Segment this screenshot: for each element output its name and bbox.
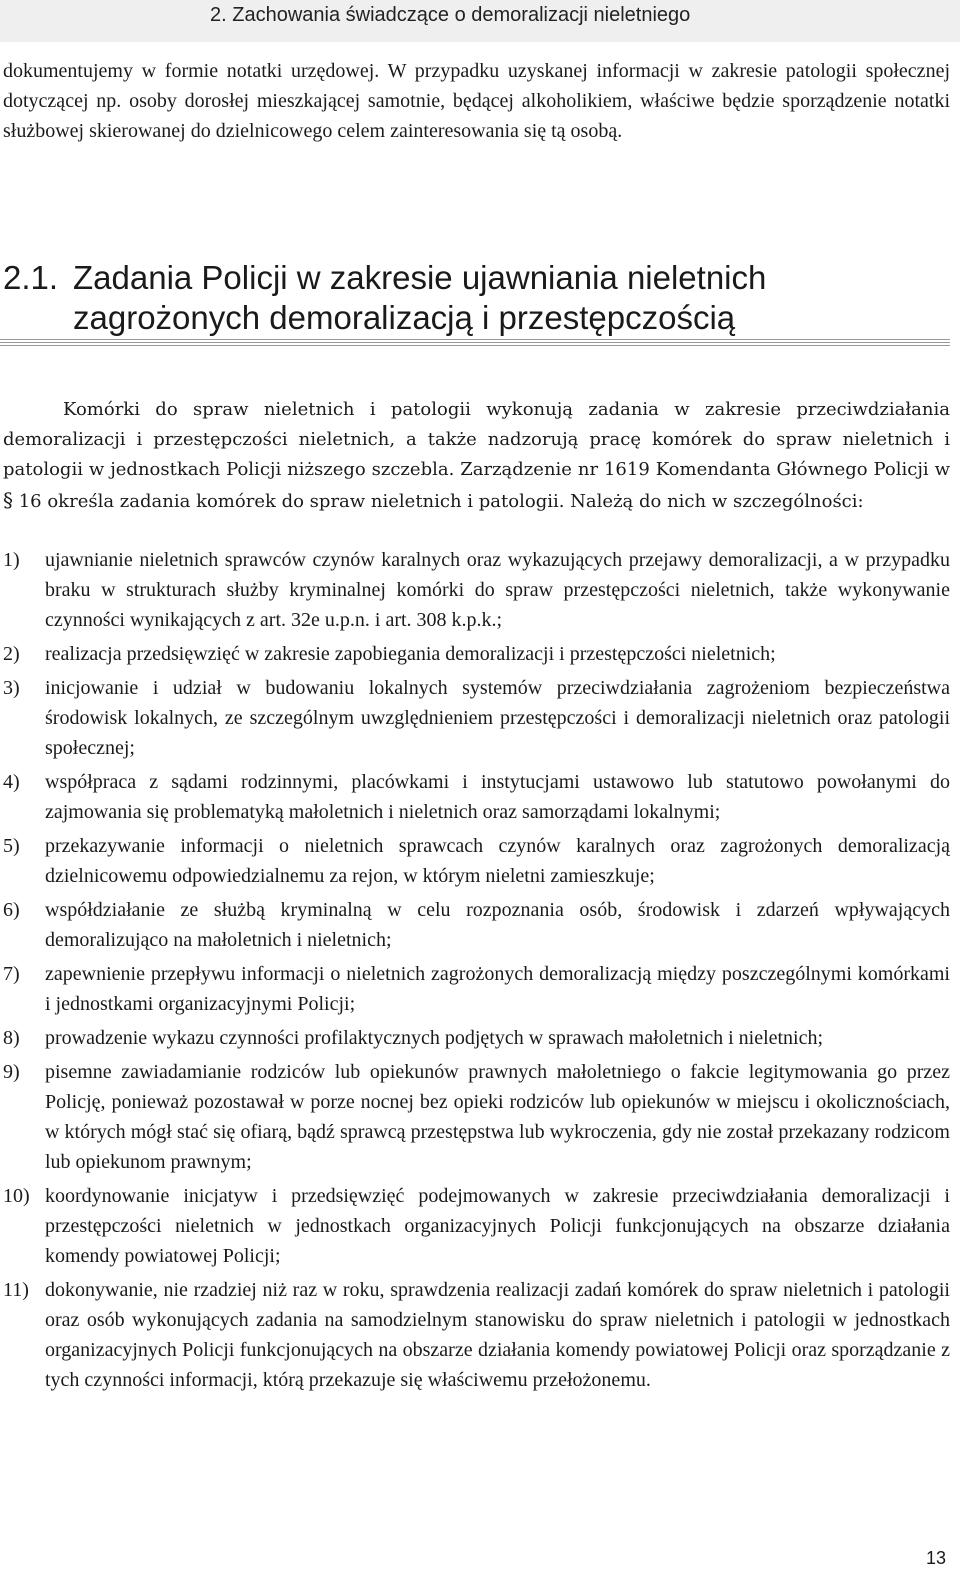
list-item-text: współpraca z sądami rodzinnymi, placówkami i instytucjami ustawowo lub statutowo powołanymi do zajmowania się problematyką małoletnich i nieletnich oraz samorządami lokalnymi; bbox=[45, 771, 950, 823]
list-item-number: 1) bbox=[3, 549, 20, 571]
list-item-text: dokonywanie, nie rzadziej niż raz w roku, sprawdzenia realizacji zadań komórek do spraw nieletnich i patologii oraz osób wykonujących zadania na samodzielnym stanowisku do spraw nieletnich i patologii w jednostkach organizacyjnych Policji funkcjonujących na obszarze działania komendy powiatowej Policji oraz sporządzanie z tych czynności informacji, którą przekazuje się właściwemu przełożonemu. bbox=[45, 1279, 950, 1391]
list-item bbox=[3, 1181, 950, 1271]
list-item-text: realizacja przedsięwzięć w zakresie zapobiegania demoralizacji i przestępczości nieletnich; bbox=[45, 643, 776, 665]
section-title-line1: Zadania Policji w zakresie ujawniania nieletnich bbox=[73, 259, 767, 296]
list-item-number: 3) bbox=[3, 677, 20, 699]
section-title-line2: zagrożonych demoralizacją i przestępczością bbox=[73, 299, 736, 336]
list-item bbox=[3, 1275, 950, 1395]
list-item-number: 5) bbox=[3, 835, 20, 857]
intro-paragraph bbox=[3, 395, 950, 517]
intro-part1: Komórki do spraw nieletnich i patologii wykonują zadania w zakresie przeciwdziałania demoralizacji i przestępczości nieletnich, a także nadzorują pracę komórek do spraw nieletnich i patologii w jednostkach Policji niższego szczebla. bbox=[3, 399, 950, 480]
list-item-text: pisemne zawiadamianie rodziców lub opiekunów prawnych małoletniego o fakcie legitymowania go przez Policję, ponieważ pozostawał w porze nocnej bez opieki rodziców lub opiekunów w miejscu i okolicznościach, w których mógł stać się ofiarą, bądź sprawcą przestępstwa lub wykroczenia, gdy nie został przekazany rodzicom lub opiekunom prawnym; bbox=[45, 1061, 950, 1173]
list-item-text: przekazywanie informacji o nieletnich sprawcach czynów karalnych oraz zagrożonych demoralizacją dzielnicowemu odpowiedzialnemu za rejon, w którym nieletni zamieszkuje; bbox=[45, 835, 950, 887]
list-item-text: prowadzenie wykazu czynności profilaktycznych podjętych w sprawach małoletnich i nieletnich; bbox=[45, 1027, 824, 1049]
list-item bbox=[3, 767, 950, 827]
list-item-number: 8) bbox=[3, 1027, 20, 1049]
list-item bbox=[3, 895, 950, 955]
list-item-number: 6) bbox=[3, 899, 20, 921]
continued-paragraph: dokumentujemy w formie notatki urzędowej. W przypadku uzyskanej informacji w zakresie patologii społecznej dotyczącej np. osoby dorosłej mieszkającej samotnie, będącej alkoholikiem, właściwe będzie sporządzenie notatki służbowej skierowanej do dzielnicowego celem zainteresowania się tą osobą. bbox=[3, 60, 950, 142]
list-item-number: 11) bbox=[3, 1279, 29, 1301]
list-item-text: zapewnienie przepływu informacji o nieletnich zagrożonych demoralizacją między poszczególnymi komórkami i jednostkami organizacyjnymi Policji; bbox=[45, 963, 950, 1015]
list-item-text: koordynowanie inicjatyw i przedsięwzięć podejmowanych w zakresie przeciwdziałania demoralizacji i przestępczości nieletnich w jednostkach organizacyjnych Policji funkcjonujących na obszarze działania komendy powiatowej Policji; bbox=[45, 1185, 950, 1267]
running-title: 2. Zachowania świadczące o demoralizacji nieletniego bbox=[210, 4, 691, 26]
list-item-number: 9) bbox=[3, 1061, 20, 1083]
list-item-text: ujawnianie nieletnich sprawców czynów karalnych oraz wykazujących przejawy demoralizacji, a w przypadku braku w strukturach służby kryminalnej komórki do spraw przestępczości nieletnich, także wykonywanie czynności wynikających z art. 32e u.p.n. i art. 308 k.p.k.; bbox=[45, 549, 950, 631]
intro-part2: Zarządzenie nr 1619 Komendanta Głównego Policji w bbox=[454, 459, 951, 480]
section-heading bbox=[3, 258, 950, 338]
list-item-number: 10) bbox=[3, 1185, 30, 1207]
list-item-number: 4) bbox=[3, 771, 20, 793]
page-number: 13 bbox=[925, 1548, 946, 1568]
task-list bbox=[3, 545, 950, 1399]
running-header bbox=[0, 0, 960, 42]
list-item bbox=[3, 831, 950, 891]
list-item bbox=[3, 1023, 950, 1053]
paragraph-symbol: § bbox=[3, 488, 13, 512]
list-item-text: współdziałanie ze służbą kryminalną w celu rozpoznania osób, środowisk i zdarzeń wpływających demoralizująco na małoletnich i nieletnich; bbox=[45, 899, 950, 951]
intro-part3: 16 określa zadania komórek do spraw nieletnich i patologii. Należą do nich w szczególności: bbox=[13, 491, 864, 512]
list-item bbox=[3, 639, 950, 669]
list-item bbox=[3, 959, 950, 1019]
heading-underline bbox=[0, 339, 950, 348]
list-item bbox=[3, 545, 950, 635]
list-item-number: 2) bbox=[3, 643, 20, 665]
list-item bbox=[3, 673, 950, 763]
section-number: 2.1. bbox=[3, 259, 59, 296]
list-item-number: 7) bbox=[3, 963, 20, 985]
list-item-text: inicjowanie i udział w budowaniu lokalnych systemów przeciwdziałania zagrożeniom bezpieczeństwa środowisk lokalnych, ze szczególnym uwzględnieniem przestępczości i demoralizacji nieletnich oraz patologii społecznej; bbox=[45, 677, 950, 759]
list-item bbox=[3, 1057, 950, 1177]
